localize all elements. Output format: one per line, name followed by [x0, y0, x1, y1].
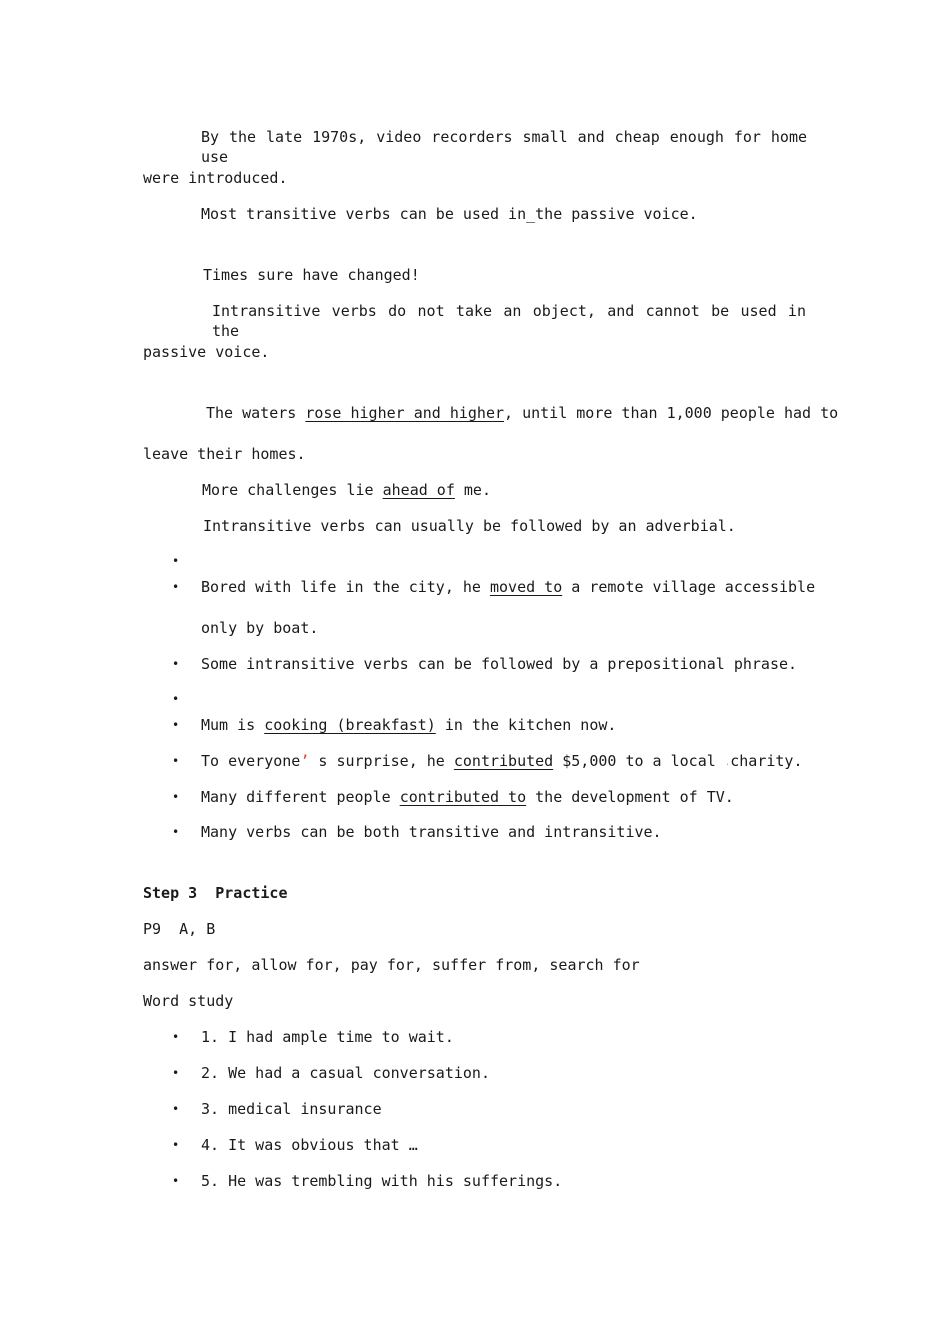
- text: the development of TV.: [526, 788, 734, 806]
- list-item: [201, 751, 802, 773]
- subheading: Word study: [143, 992, 234, 1010]
- word-study-item: 5. He was trembling with his sufferings.: [201, 1172, 563, 1190]
- bullet-icon: •: [172, 1066, 180, 1080]
- paragraph-line: Times sure have changed!: [203, 266, 420, 284]
- underlined-phrase: contributed to: [399, 788, 527, 806]
- apostrophe-mark: ’: [300, 752, 310, 770]
- list-item: Some intransitive verbs can be followed by a prepositional phrase.: [201, 655, 798, 673]
- text: s surprise, he: [309, 752, 454, 770]
- word-study-item: 2. We had a casual conversation.: [201, 1064, 490, 1082]
- text: The waters: [206, 404, 306, 422]
- text: charity.: [730, 752, 803, 770]
- paragraph-line: [202, 480, 491, 500]
- text: $5,000 to a local: [553, 752, 725, 770]
- paragraph-line: passive voice.: [143, 343, 270, 361]
- paragraph-line: Most transitive verbs can be used in_the passive voice.: [201, 205, 698, 223]
- exercise-ref: P9 A, B: [143, 920, 216, 938]
- paragraph-line: leave their homes.: [143, 445, 306, 463]
- bullet-icon: •: [172, 554, 180, 568]
- bullet-icon: •: [172, 657, 180, 671]
- text: Bored with life in the city, he: [201, 578, 490, 596]
- list-item-continuation: only by boat.: [201, 619, 319, 637]
- list-item: [201, 787, 734, 807]
- bullet-icon: •: [172, 580, 180, 594]
- text: a remote village accessible: [562, 578, 816, 596]
- text: More challenges lie: [202, 481, 383, 499]
- bullet-icon: •: [172, 1030, 180, 1044]
- list-item: [201, 577, 816, 597]
- list-item: [201, 715, 616, 735]
- paragraph-line: By the late 1970s, video recorders small and cheap enough for home use: [201, 128, 807, 166]
- text: Mum is: [201, 716, 265, 734]
- bullet-icon: •: [172, 1138, 180, 1152]
- paragraph-line: Intransitive verbs can usually be followed by an adverbial.: [203, 517, 736, 535]
- phrase-list: answer for, allow for, pay for, suffer from, search for: [143, 956, 640, 974]
- paragraph-line: Intransitive verbs do not take an object, and cannot be used in the: [212, 302, 806, 340]
- bullet-icon: •: [172, 1174, 180, 1188]
- text: in the kitchen now.: [435, 716, 617, 734]
- text: , until more than 1,000 people had to: [504, 404, 839, 422]
- text: Many different people: [201, 788, 400, 806]
- word-study-item: 3. medical insurance: [201, 1100, 382, 1118]
- text: To everyone: [201, 752, 301, 770]
- underlined-phrase: contributed: [453, 752, 554, 770]
- bullet-icon: •: [172, 825, 180, 839]
- bullet-icon: •: [172, 1102, 180, 1116]
- underlined-phrase: ahead of: [382, 481, 455, 499]
- paragraph-line: were introduced.: [143, 169, 288, 187]
- word-study-item: 4. It was obvious that …: [201, 1136, 418, 1154]
- bullet-icon: •: [172, 692, 180, 706]
- edit-mark: .: [724, 758, 731, 768]
- section-heading: Step 3 Practice: [143, 884, 288, 902]
- list-item: Many verbs can be both transitive and intransitive.: [201, 823, 662, 841]
- underlined-phrase: rose higher and higher: [305, 404, 505, 422]
- bullet-icon: •: [172, 754, 180, 768]
- bullet-icon: •: [172, 790, 180, 804]
- text: me.: [454, 481, 491, 499]
- underlined-phrase: moved to: [489, 578, 563, 596]
- paragraph-line: [206, 403, 839, 423]
- bullet-icon: •: [172, 718, 180, 732]
- word-study-item: 1. I had ample time to wait.: [201, 1028, 454, 1046]
- underlined-phrase: cooking (breakfast): [264, 716, 436, 734]
